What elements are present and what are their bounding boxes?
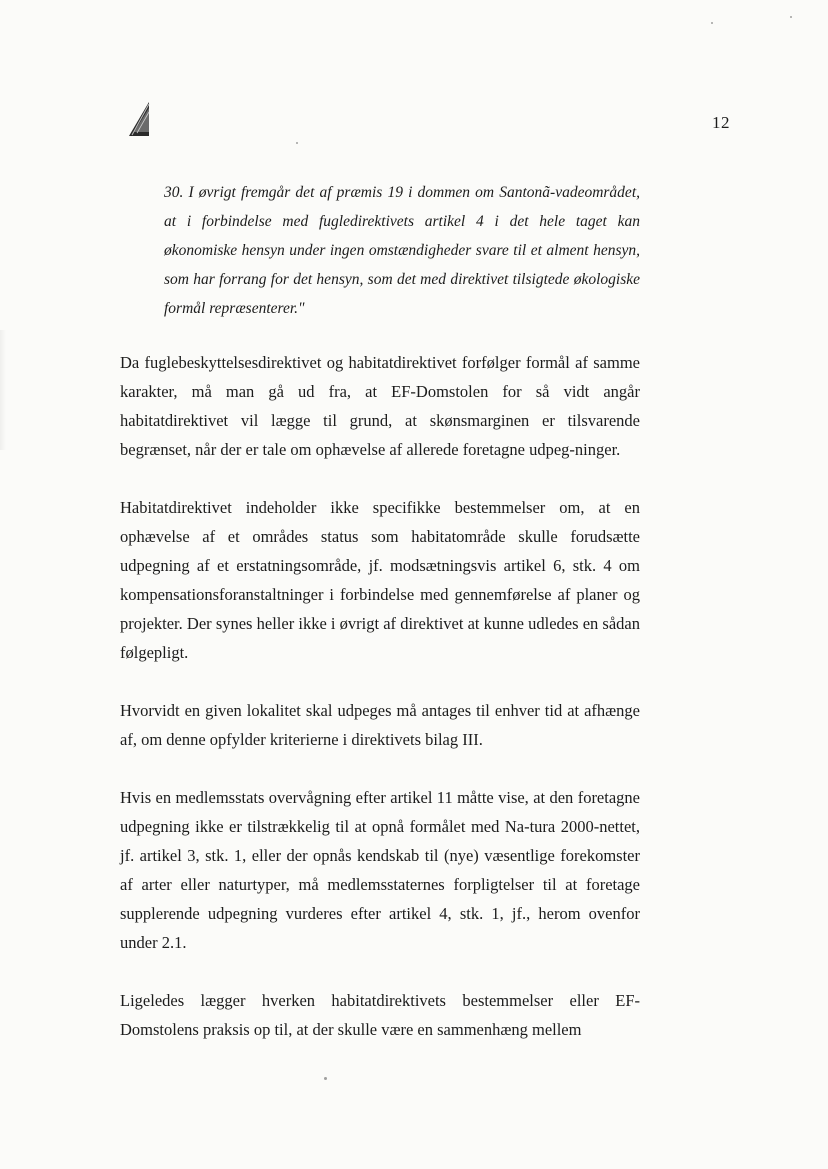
triangle-logo-icon (128, 102, 150, 138)
body-text (120, 348, 640, 1073)
scan-edge-shadow (0, 330, 6, 450)
paragraph: Habitatdirektivet indeholder ikke specifikke bestemmelser om, at en ophævelse af et områdes status som habitatområde skulle forudsætte udpegning af et erstatningsområde, jf. modsætningsvis artikel 6, stk. 4 om kompensationsforanstaltninger i forbindelse med gennemførelse af planer og projekter. Der synes heller ikke i øvrigt af direktivet at kunne udledes en sådan følgepligt. (120, 498, 640, 662)
scan-speck (296, 142, 298, 144)
paragraph: Hvorvidt en given lokalitet skal udpeges må antages til enhver tid at afhænge af, om denne opfylder kriterierne i direktivets bilag III. (120, 701, 640, 749)
paragraph: Hvis en medlemsstats overvågning efter artikel 11 måtte vise, at den foretagne udpegning ikke er tilstrækkelig til at opnå formålet med Na-tura 2000-nettet, jf. artikel 3, stk. 1, eller der opnås kendskab til (nye) væsentlige forekomster af arter eller naturtyper, må medlemsstaternes forpligtelser til at foretage supplerende udpegning vurderes efter artikel 4, stk. 1, jf., herom ovenfor under 2.1. (120, 788, 640, 952)
scan-speck (324, 1077, 327, 1080)
quote-text: 30. I øvrigt fremgår det af præmis 19 i dommen om Santonã-vadeområdet, at i forbindelse med fugledirektivets artikel 4 i det hele taget kan økonomiske hensyn under ingen omstændigheder svare til et alment hensyn, som har forrang for det hensyn, som det med direktivet tilsigtede økologiske formål repræsenterer." (164, 184, 640, 317)
page-number: 12 (712, 113, 730, 132)
block-quote (164, 178, 640, 323)
paragraph: Da fuglebeskyttelsesdirektivet og habitatdirektivet forfølger formål af samme karakter, må man gå ud fra, at EF-Domstolen for så vidt angår habitatdirektivet vil lægge til grund, at skønsmarginen er tilsvarende begrænset, når der er tale om ophævelse af allerede foretagne udpeg-ninger. (120, 353, 640, 459)
scan-speck (790, 16, 792, 18)
paragraph: Ligeledes lægger hverken habitatdirektivets bestemmelser eller EF-Domstolens praksis op til, at der skulle være en sammenhæng mellem (120, 991, 640, 1039)
scan-speck (711, 22, 713, 24)
